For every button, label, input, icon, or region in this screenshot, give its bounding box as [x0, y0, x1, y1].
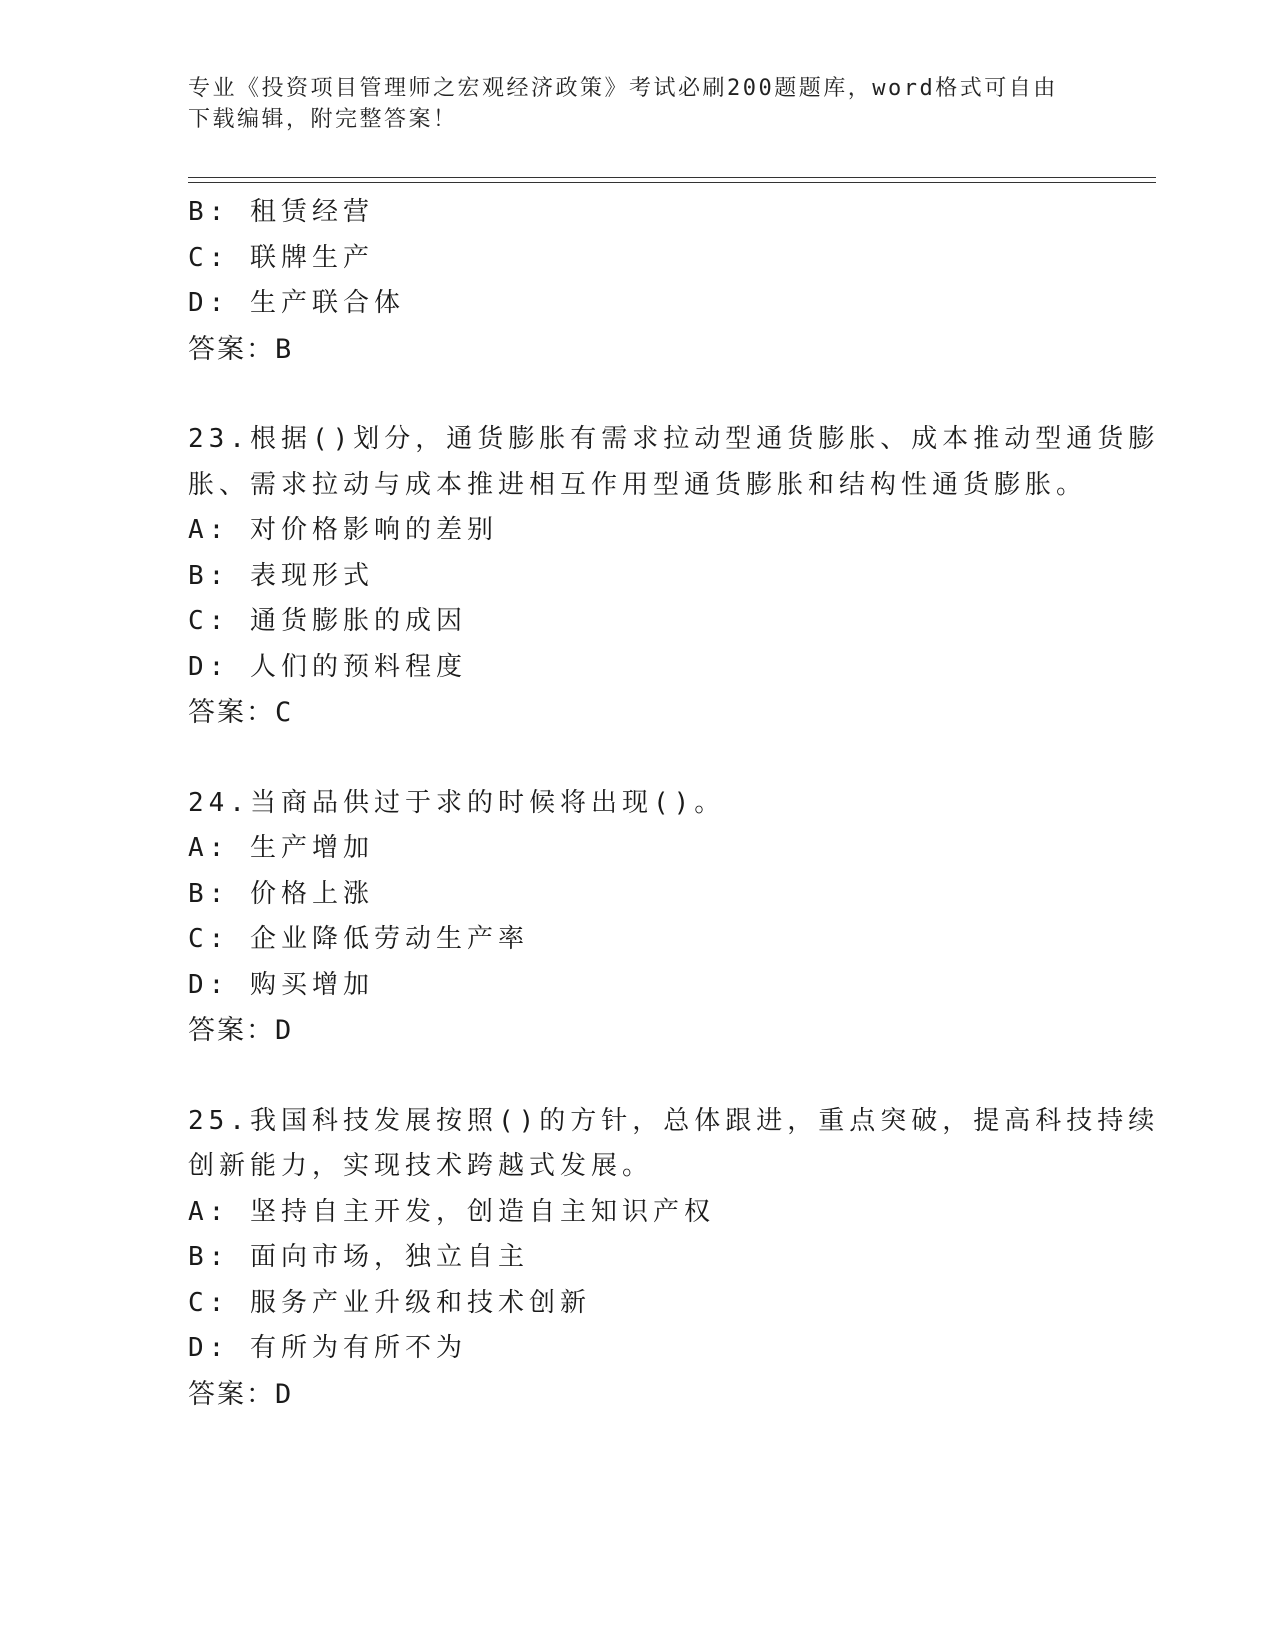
spacer — [188, 736, 1088, 781]
option-b: B: 面向市场，独立自主 — [188, 1242, 529, 1272]
option-c: C: 服务产业升级和技术创新 — [188, 1287, 591, 1318]
question-text-line-2: 创新能力，实现技术跨越式发展。 — [188, 1151, 654, 1181]
option-b: B: 表现形式 — [188, 560, 374, 591]
question-text-line-1: 24.当商品供过于求的时候将出现()。 — [188, 787, 726, 818]
option-a: A: 坚持自主开发，创造自主知识产权 — [188, 1196, 715, 1227]
option-b: B: 价格上涨 — [188, 878, 374, 909]
option-a: A: 生产增加 — [188, 833, 374, 863]
option-c: C: 联牌生产 — [188, 242, 374, 273]
answer-line: 答案：C — [188, 697, 294, 728]
answer-line: 答案：B — [188, 333, 294, 365]
question-23 — [188, 417, 1160, 736]
option-d: D: 生产联合体 — [188, 288, 405, 318]
question-list — [188, 190, 1160, 1417]
option-d: D: 有所为有所不为 — [188, 1333, 467, 1363]
document-header — [188, 73, 1088, 135]
header-rule-top — [188, 177, 1156, 178]
question-25 — [188, 1099, 1160, 1418]
header-rule-bottom — [188, 182, 1156, 183]
option-c: C: 企业降低劳动生产率 — [188, 924, 529, 954]
question-text-line-1: 23.根据()划分，通货膨胀有需求拉动型通货膨胀、成本推动型通货膨 — [188, 424, 1160, 454]
header-line-2: 下载编辑，附完整答案！ — [188, 107, 458, 132]
question-text-line-1: 25.我国科技发展按照()的方针，总体跟进，重点突破，提高科技持续 — [188, 1105, 1160, 1136]
option-c: C: 通货膨胀的成因 — [188, 606, 467, 636]
answer-line: 答案：D — [188, 1015, 294, 1046]
spacer — [188, 372, 1088, 417]
answer-line: 答案：D — [188, 1378, 294, 1410]
header-line-1: 专业《投资项目管理师之宏观经济政策》考试必刷200题题库，word格式可自由 — [188, 76, 1058, 101]
question-fragment — [188, 190, 1088, 372]
question-text-line-2: 胀、需求拉动与成本推进相互作用型通货膨胀和结构性通货膨胀。 — [188, 469, 1088, 500]
option-a: A: 对价格影响的差别 — [188, 515, 498, 545]
option-b: B: 租赁经营 — [188, 197, 374, 227]
option-d: D: 购买增加 — [188, 969, 374, 1000]
option-d: D: 人们的预料程度 — [188, 651, 467, 682]
question-24 — [188, 781, 1088, 1054]
spacer — [188, 1054, 1088, 1099]
